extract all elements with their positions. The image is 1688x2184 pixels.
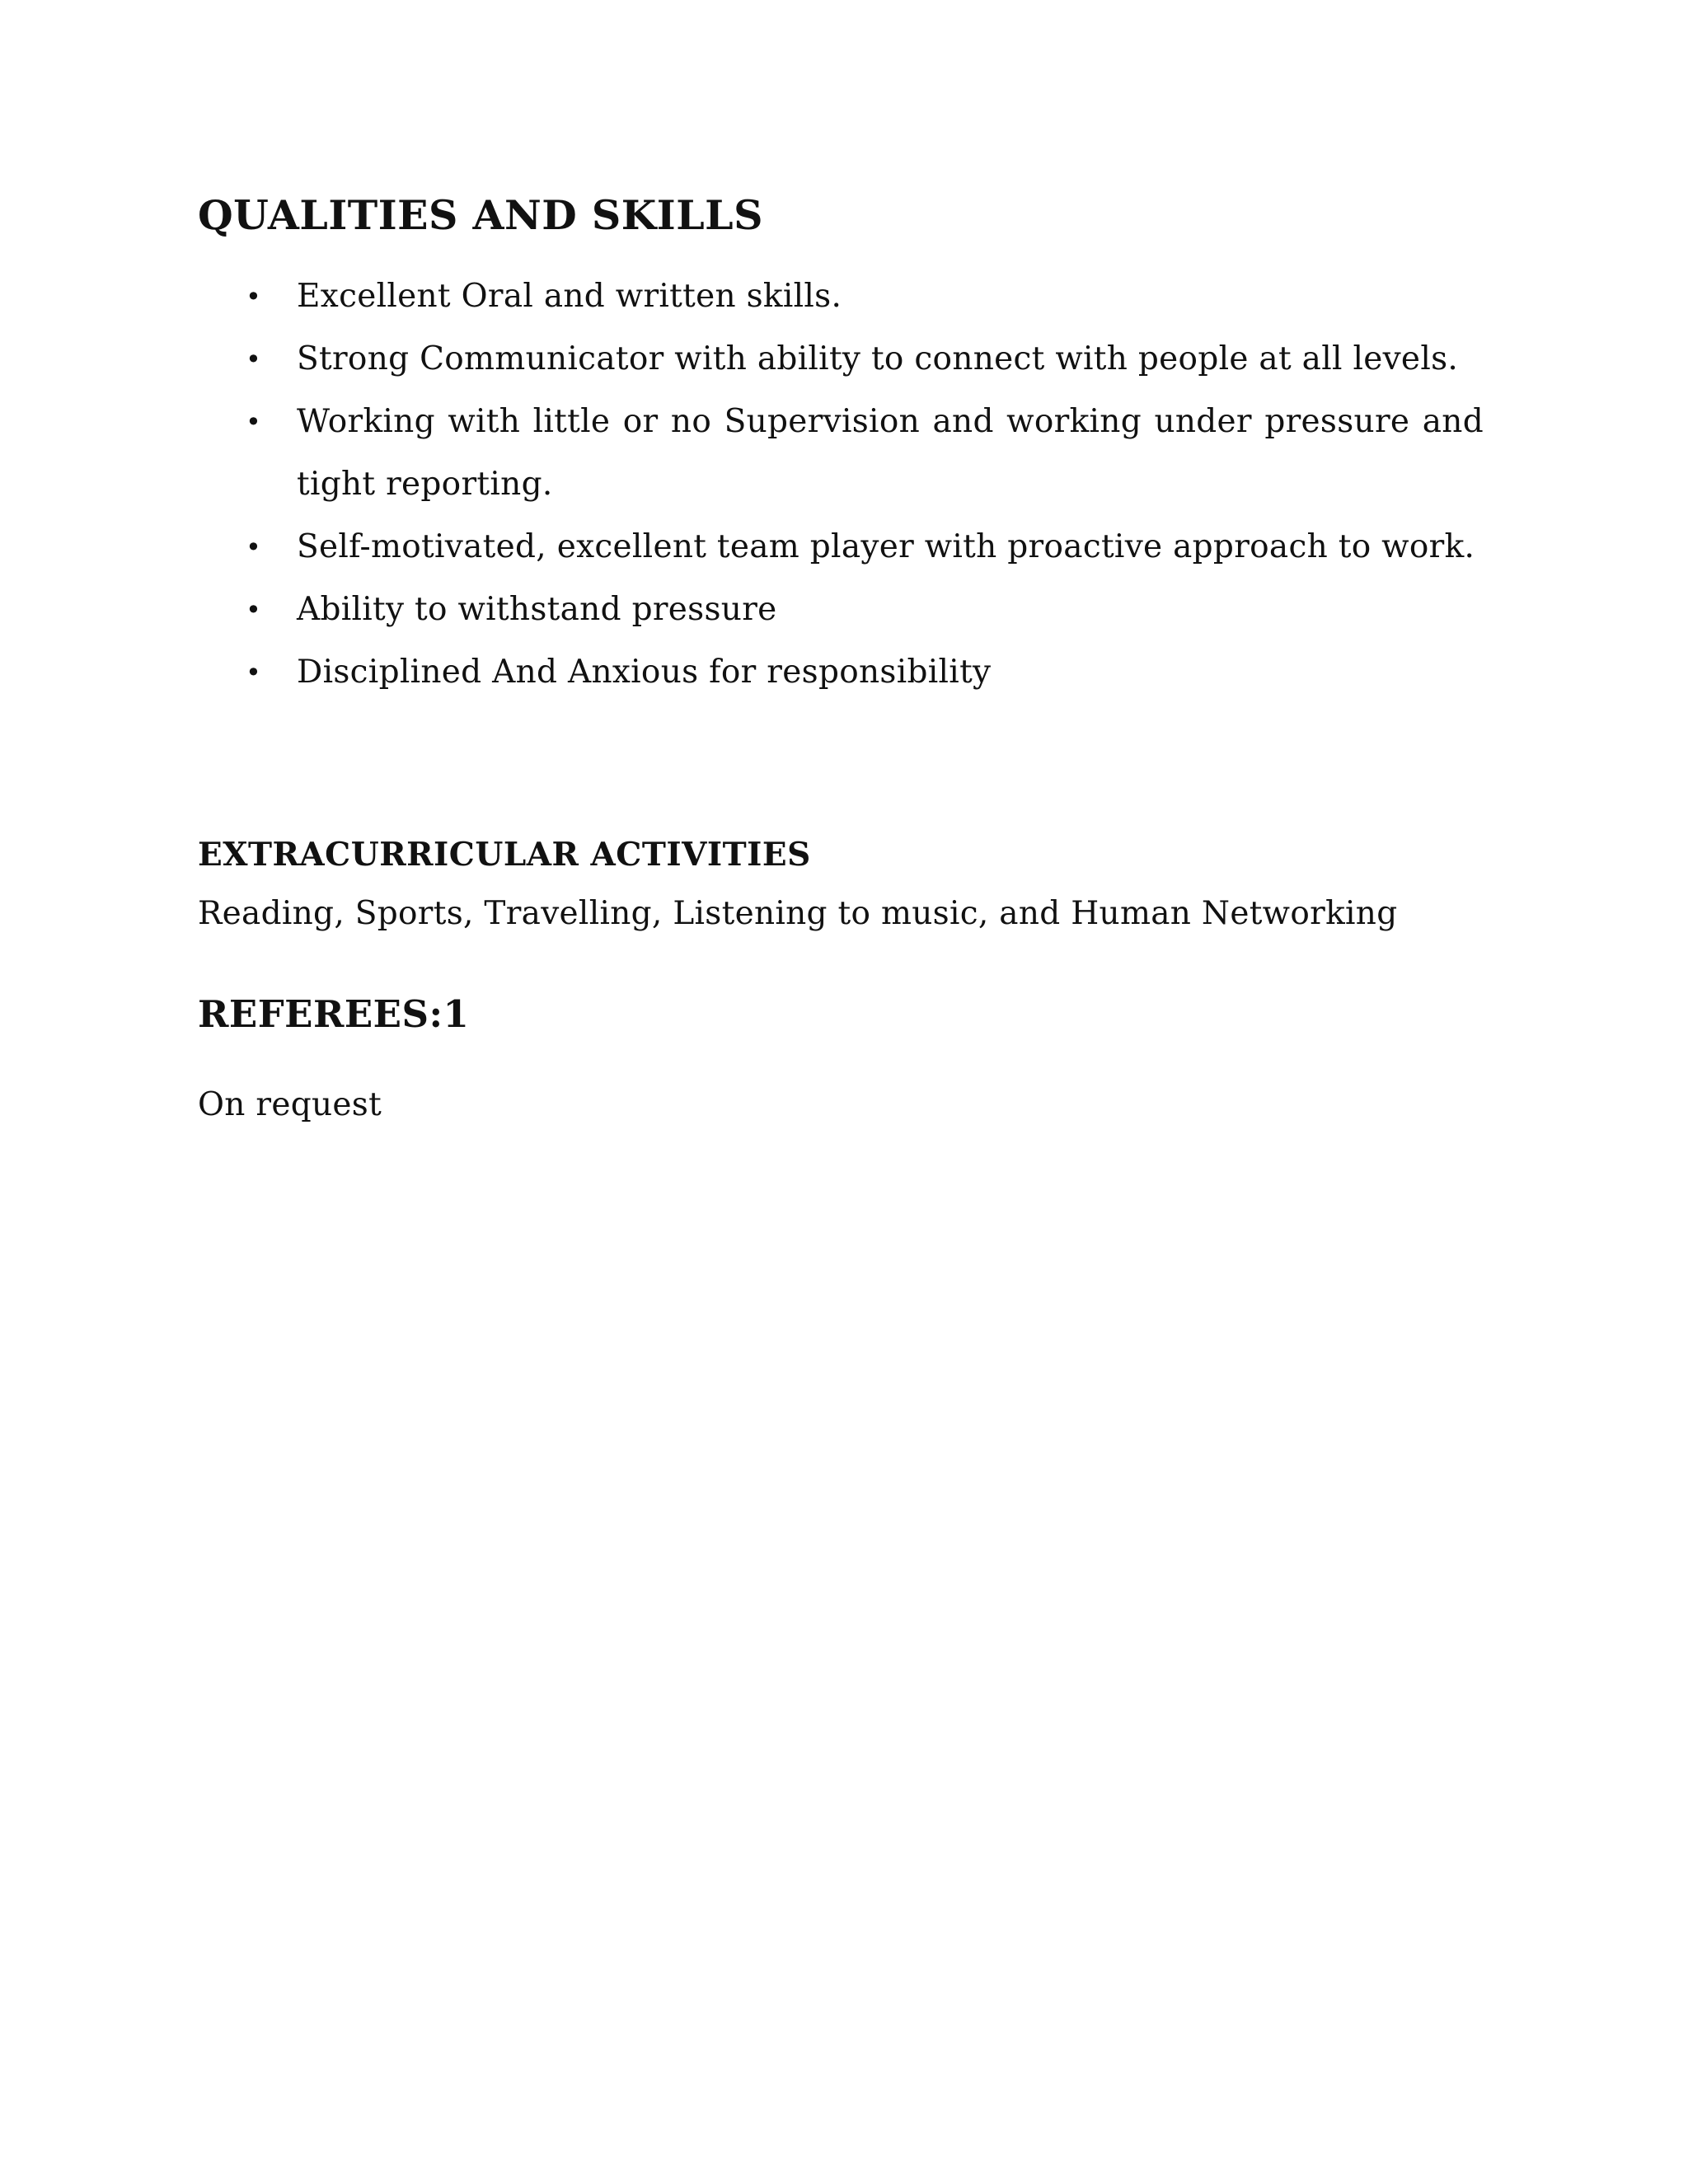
list-item [198, 516, 1484, 579]
bullet-icon: • [246, 657, 262, 688]
bullet-icon: • [246, 406, 262, 438]
skill-text: Disciplined And Anxious for responsibility [297, 654, 992, 691]
skills-list [198, 265, 1484, 704]
skill-text: Strong Communicator with ability to connect with people at all levels. [297, 340, 1459, 377]
skill-text: Ability to withstand pressure [297, 591, 777, 628]
skill-text: Working with little or no Supervision and working under pressure and tight reporting. [297, 403, 1484, 503]
bullet-icon: • [246, 281, 262, 312]
extracurricular-text: Reading, Sports, Travelling, Listening to music, and Human Networking [198, 895, 1398, 932]
list-item [198, 579, 1484, 641]
skill-text: Excellent Oral and written skills. [297, 278, 842, 315]
bullet-icon: • [246, 532, 262, 563]
document-page [198, 0, 1484, 2184]
extracurricular-heading: EXTRACURRICULAR ACTIVITIES [198, 836, 811, 874]
bullet-icon: • [246, 594, 262, 626]
list-item [198, 641, 1484, 704]
referees-heading: REFEREES:1 [198, 992, 470, 1036]
bullet-icon: • [246, 344, 262, 375]
skill-text: Self-motivated, excellent team player with proactive approach to work. [297, 528, 1475, 565]
list-item [198, 391, 1484, 516]
list-item [198, 328, 1484, 391]
qualities-heading: QUALITIES AND SKILLS [198, 191, 764, 239]
referees-text: On request [198, 1086, 382, 1123]
list-item [198, 265, 1484, 328]
